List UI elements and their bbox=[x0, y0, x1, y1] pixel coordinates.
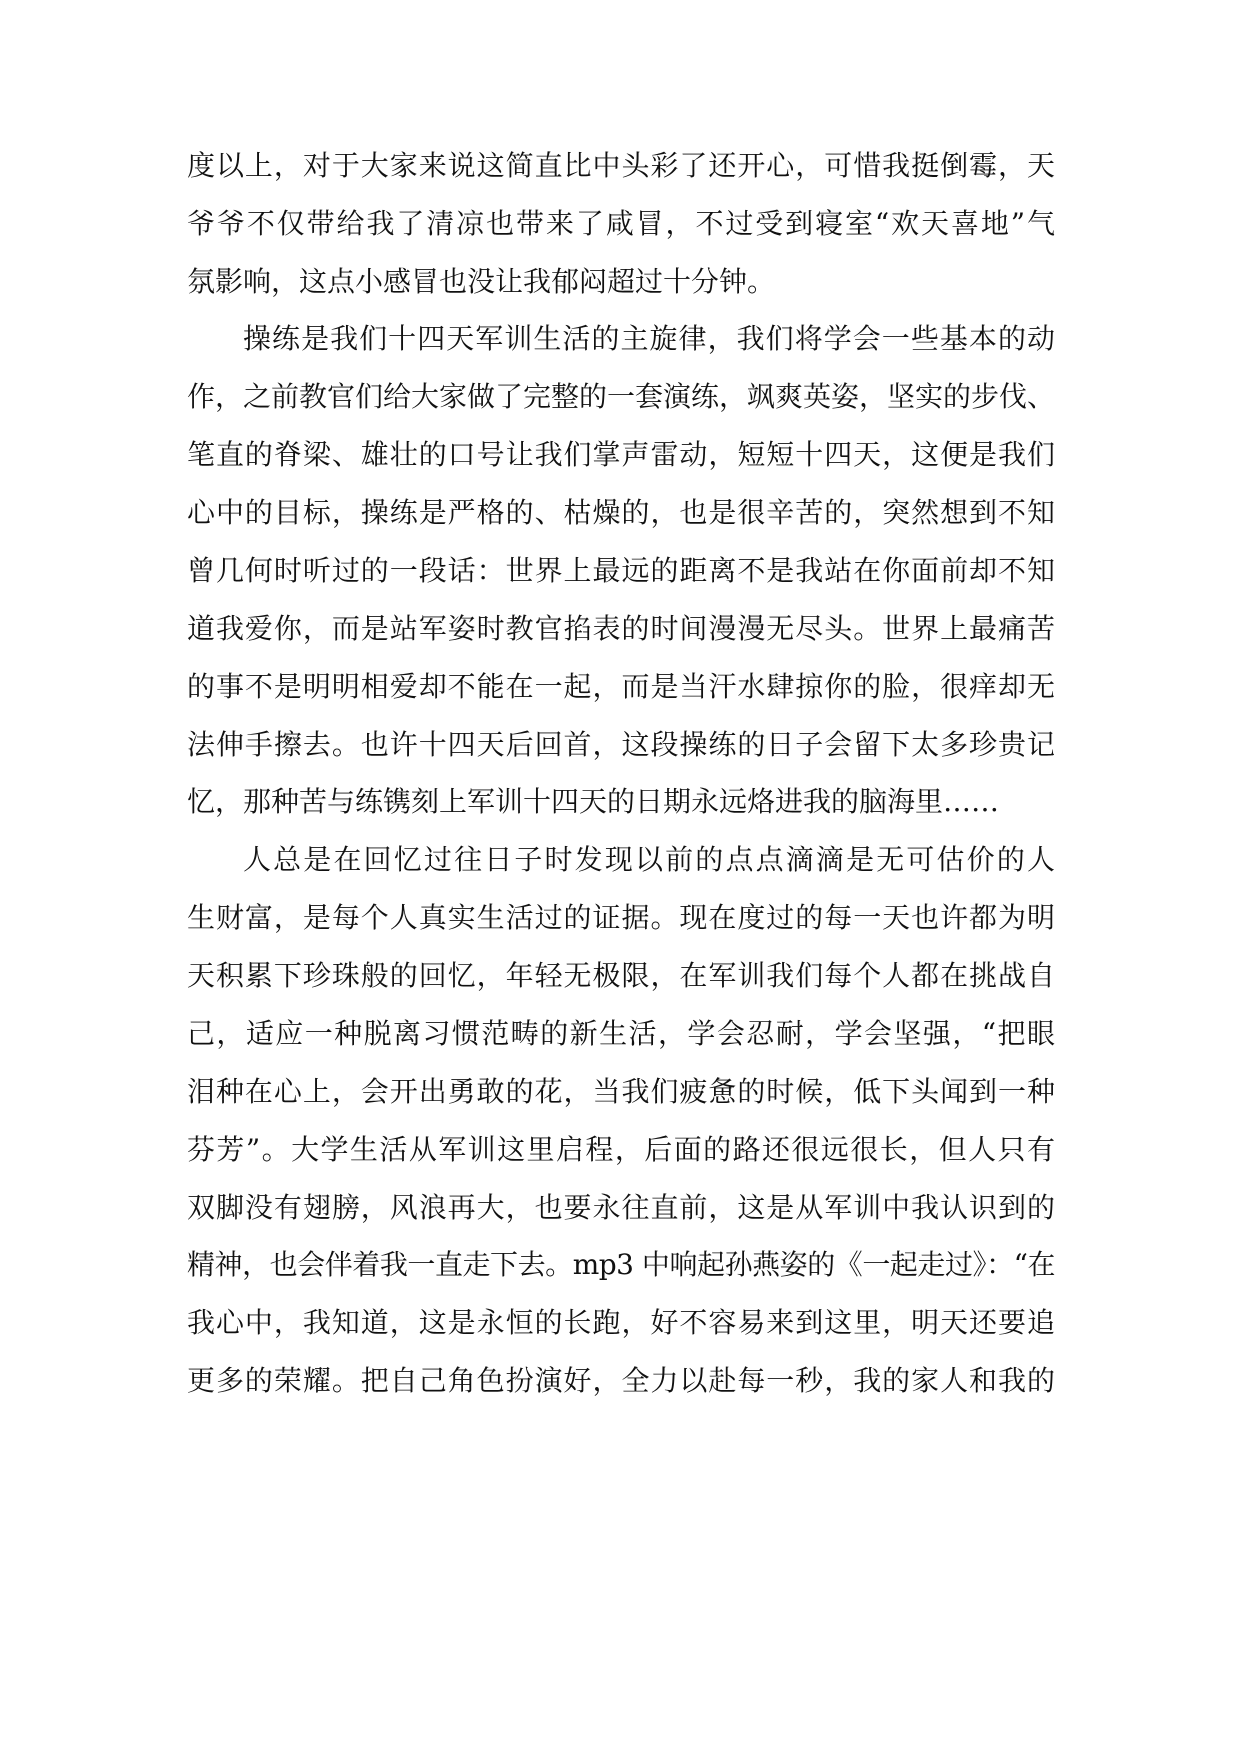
paragraph-2-line-5: 曾几何时听过的一段话：世界上最远的距离不是我站在你面前却不知 bbox=[187, 554, 1055, 587]
paragraph-1-line-1: 度以上，对于大家来说这简直比中头彩了还开心，可惜我挺倒霉，天 bbox=[187, 149, 1055, 182]
paragraph-3-line-7: 双脚没有翅膀，风浪再大，也要永往直前，这是从军训中我认识到的 bbox=[187, 1191, 1055, 1224]
paragraph-3-line-10: 更多的荣耀。把自己角色扮演好，全力以赴每一秒，我的家人和我的 bbox=[187, 1364, 1055, 1397]
paragraph-3-line-8: 精神，也会伴着我一直走下去。mp3 中响起孙燕姿的《一起走过》：“在 bbox=[187, 1248, 1055, 1281]
paragraph-3-line-5: 泪种在心上，会开出勇敢的花，当我们疲惫的时候，低下头闻到一种 bbox=[187, 1075, 1055, 1108]
paragraph-1-line-3: 氛影响，这点小感冒也没让我郁闷超过十分钟。 bbox=[187, 265, 776, 298]
paragraph-2-line-4: 心中的目标，操练是严格的、枯燥的，也是很辛苦的，突然想到不知 bbox=[187, 496, 1055, 529]
paragraph-3-line-1: 人总是在回忆过往日子时发现以前的点点滴滴是无可估价的人 bbox=[243, 843, 1055, 876]
paragraph-3-line-9: 我心中，我知道，这是永恒的长跑，好不容易来到这里，明天还要追 bbox=[187, 1306, 1055, 1339]
paragraph-2-line-7: 的事不是明明相爱却不能在一起，而是当汗水肆掠你的脸，很痒却无 bbox=[187, 670, 1055, 703]
paragraph-3-line-6: 芬芳”。大学生活从军训这里启程，后面的路还很远很长，但人只有 bbox=[187, 1133, 1055, 1166]
paragraph-3-line-4: 己，适应一种脱离习惯范畴的新生活，学会忍耐，学会坚强，“把眼 bbox=[187, 1017, 1055, 1050]
paragraph-3-line-2: 生财富，是每个人真实生活过的证据。现在度过的每一天也许都为明 bbox=[187, 901, 1055, 934]
paragraph-1-line-2: 爷爷不仅带给我了清凉也带来了咸冒，不过受到寝室“欢天喜地”气 bbox=[187, 207, 1055, 240]
paragraph-2-line-1: 操练是我们十四天军训生活的主旋律，我们将学会一些基本的动 bbox=[243, 322, 1055, 355]
paragraph-2-line-9: 忆，那种苦与练镌刻上军训十四天的日期永远烙进我的脑海里…… bbox=[187, 785, 1000, 818]
paragraph-2-line-2: 作，之前教官们给大家做了完整的一套演练，飒爽英姿，坚实的步伐、 bbox=[187, 380, 1056, 413]
paragraph-2-line-6: 道我爱你，而是站军姿时教官掐表的时间漫漫无尽头。世界上最痛苦 bbox=[187, 612, 1055, 645]
paragraph-3-line-3: 天积累下珍珠般的回忆，年轻无极限，在军训我们每个人都在挑战自 bbox=[187, 959, 1055, 992]
paragraph-2-line-8: 法伸手擦去。也许十四天后回首，这段操练的日子会留下太多珍贵记 bbox=[187, 728, 1055, 761]
paragraph-2-line-3: 笔直的脊梁、雄壮的口号让我们掌声雷动，短短十四天，这便是我们 bbox=[187, 438, 1055, 471]
